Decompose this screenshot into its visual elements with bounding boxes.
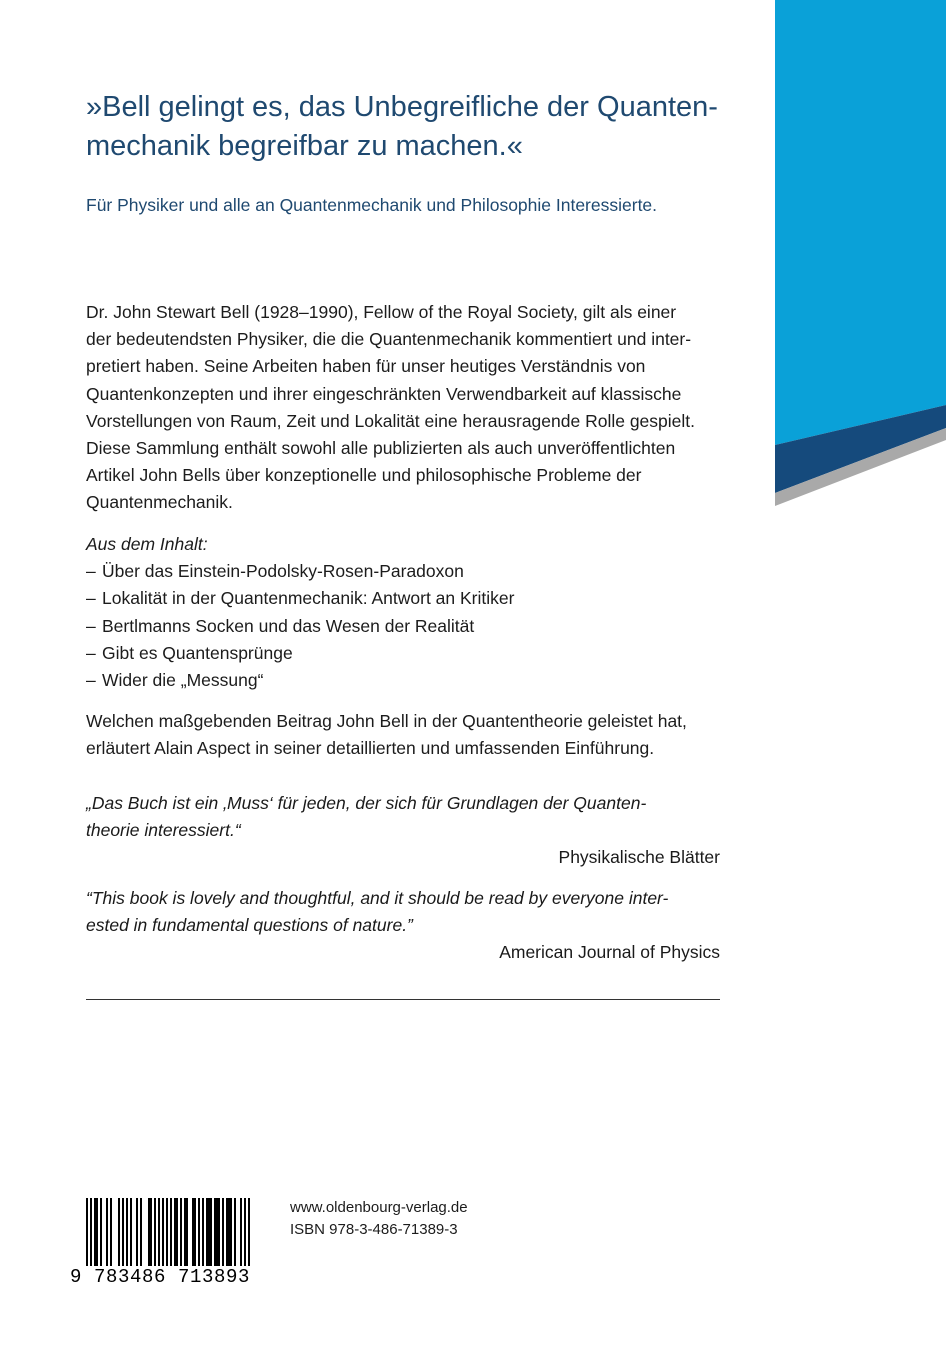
barcode-bar xyxy=(174,1198,178,1266)
list-item xyxy=(86,640,766,667)
barcode-bar xyxy=(148,1198,152,1266)
review-physikalische-blaetter xyxy=(86,790,720,872)
headline-line: »Bell gelingt es, das Unbegreifliche der Quanten- xyxy=(86,91,718,123)
contribution-line: Welchen maßgebenden Beitrag John Bell in der Quantentheorie geleistet hat, xyxy=(86,711,687,731)
barcode-bar xyxy=(180,1198,182,1266)
bio-line: Quantenkonzepten und ihrer eingeschränkten Verwendbarkeit auf klassische xyxy=(86,383,682,404)
list-item xyxy=(86,585,766,612)
barcode-bar xyxy=(206,1198,212,1266)
author-bio xyxy=(86,299,766,517)
barcode-bar xyxy=(170,1198,172,1266)
barcode-bar xyxy=(214,1198,220,1266)
barcode-bar xyxy=(100,1198,102,1266)
barcode-bar xyxy=(222,1198,224,1266)
review-source: American Journal of Physics xyxy=(499,942,720,963)
barcode-bar xyxy=(140,1198,142,1266)
barcode-bar xyxy=(158,1198,160,1266)
barcode-bar xyxy=(126,1198,128,1266)
isbn-number: ISBN 978-3-486-71389-3 xyxy=(290,1221,458,1238)
barcode-bar xyxy=(244,1198,246,1266)
barcode-bar xyxy=(162,1198,164,1266)
list-dash: – xyxy=(86,642,96,663)
bio-line: Quantenmechanik. xyxy=(86,492,233,513)
barcode-bar xyxy=(226,1198,232,1266)
barcode-bar xyxy=(122,1198,124,1266)
contents-list xyxy=(86,531,766,694)
barcode-digits: 9 783486 713893 xyxy=(70,1266,251,1288)
bio-line: Artikel John Bells über konzeptionelle und philosophische Probleme der xyxy=(86,465,642,486)
contribution-line: erläutert Alain Aspect in seiner detaillierten und umfassenden Einführung. xyxy=(86,738,655,759)
list-dash: – xyxy=(86,561,96,582)
review-quote-line: „Das Buch ist ein ‚Muss‘ für jeden, der sich für Grundlagen der Quanten- xyxy=(86,793,647,813)
barcode-bar xyxy=(110,1198,112,1266)
list-item-text: Wider die „Messung“ xyxy=(102,670,264,691)
barcode-bar xyxy=(154,1198,156,1266)
bio-line: Diese Sammlung enthält sowohl alle publizierten als auch unveröffentlichten xyxy=(86,438,676,459)
list-item xyxy=(86,613,766,640)
barcode-bar xyxy=(192,1198,196,1266)
barcode-bar xyxy=(118,1198,120,1266)
gray-band xyxy=(775,428,946,506)
barcode-bar xyxy=(198,1198,200,1266)
bio-line: pretiert haben. Seine Arbeiten haben für unser heutiges Verständnis von xyxy=(86,356,646,377)
barcode-bar xyxy=(248,1198,250,1266)
review-american-journal xyxy=(86,885,720,967)
list-item xyxy=(86,558,766,585)
list-item-text: Bertlmanns Socken und das Wesen der Realität xyxy=(102,615,475,636)
headline-line: mechanik begreifbar zu machen.« xyxy=(86,130,523,162)
list-item xyxy=(86,667,766,694)
review-source: Physikalische Blätter xyxy=(558,847,720,868)
list-item-text: Lokalität in der Quantenmechanik: Antwort an Kritiker xyxy=(102,588,515,609)
barcode-bar xyxy=(86,1198,88,1266)
barcode-bar xyxy=(136,1198,138,1266)
barcode-bar xyxy=(202,1198,204,1266)
barcode-bar xyxy=(234,1198,236,1266)
divider-line xyxy=(86,999,720,1000)
barcode-bar xyxy=(240,1198,242,1266)
list-item-text: Über das Einstein-Podolsky-Rosen-Paradoxon xyxy=(102,561,464,582)
barcode-bar xyxy=(130,1198,132,1266)
bio-line: Dr. John Stewart Bell (1928–1990), Fellow of the Royal Society, gilt als einer xyxy=(86,302,677,322)
review-quote-line: theorie interessiert.“ xyxy=(86,820,241,841)
publisher-url: www.oldenbourg-verlag.de xyxy=(290,1199,468,1216)
headline-quote xyxy=(86,88,726,166)
contents-heading: Aus dem Inhalt: xyxy=(86,534,208,554)
bio-line: der bedeutendsten Physiker, die die Quantenmechanik kommentiert und inter- xyxy=(86,329,692,350)
bio-line: Vorstellungen von Raum, Zeit und Lokalität eine herausragende Rolle gespielt. xyxy=(86,410,695,431)
audience-subheadline: Für Physiker und alle an Quantenmechanik und Philosophie Interessierte. xyxy=(86,195,658,215)
list-item-text: Gibt es Quantensprünge xyxy=(102,642,293,663)
review-quote-line: “This book is lovely and thoughtful, and it should be read by everyone inter- xyxy=(86,888,669,908)
barcode-bar xyxy=(94,1198,98,1266)
review-quote-line: ested in fundamental questions of nature.” xyxy=(86,915,413,936)
barcode-bar xyxy=(90,1198,92,1266)
list-dash: – xyxy=(86,588,96,609)
list-dash: – xyxy=(86,615,96,636)
list-dash: – xyxy=(86,670,96,691)
light-blue-band xyxy=(775,0,946,445)
barcode-bar xyxy=(166,1198,168,1266)
dark-blue-band xyxy=(775,405,946,493)
publisher-info xyxy=(290,1197,468,1241)
barcode-bar xyxy=(106,1198,108,1266)
barcode-bar xyxy=(184,1198,188,1266)
contribution-paragraph xyxy=(86,708,766,762)
